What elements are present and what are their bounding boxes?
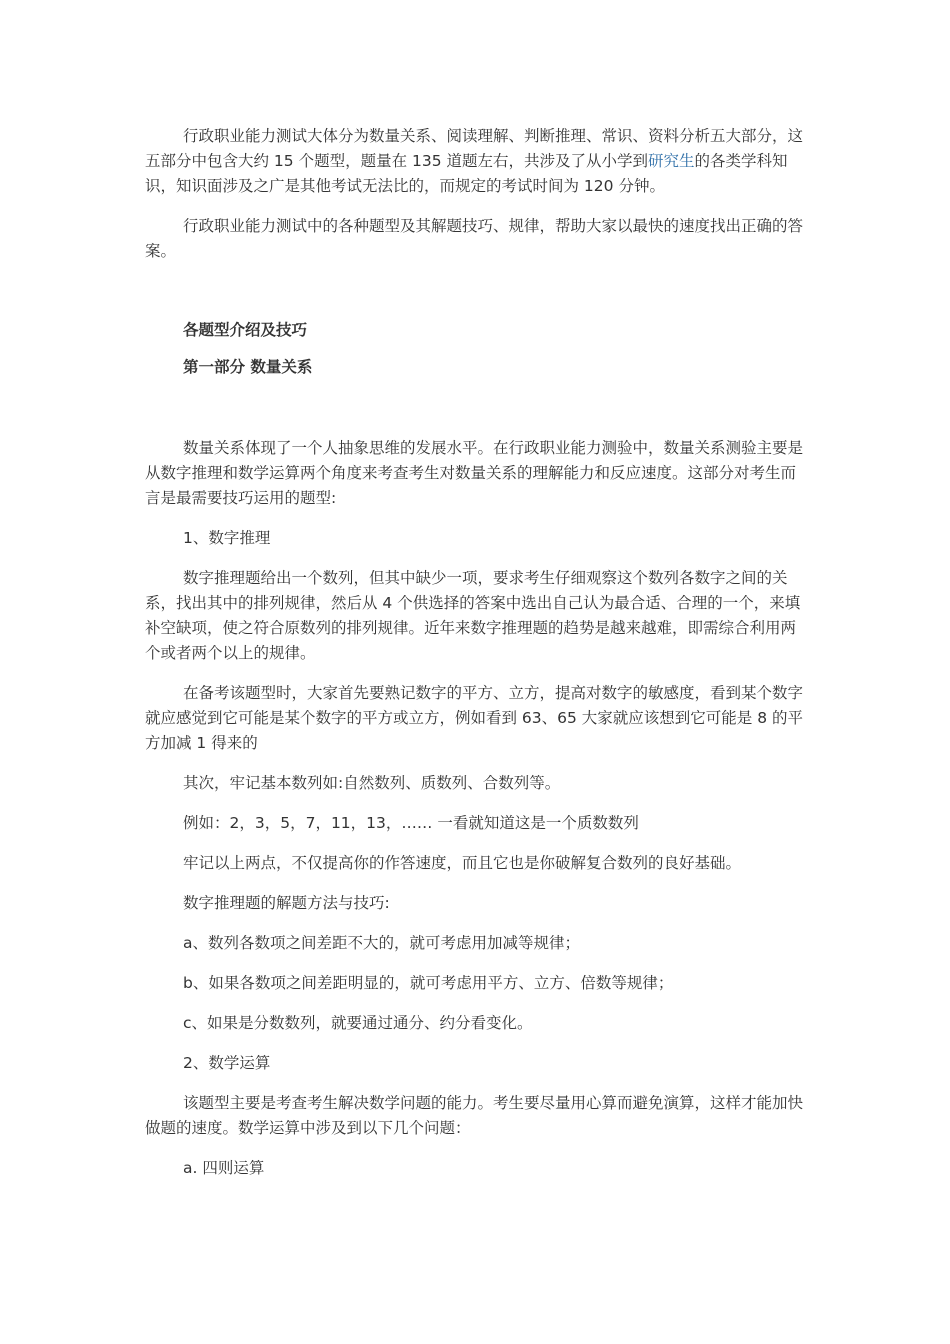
prime-example-paragraph: 例如：2，3，5，7，11，13，…… 一看就知道这是一个质数数列 (183, 814, 639, 832)
math-operations-description: 该题型主要是考查考生解决数学问题的能力。考生要尽量用心算而避免演算，这样才能加快做题的速度。数学运算中涉及到以下几个问题： (145, 1094, 804, 1137)
math-operations-title: 2、数学运算 (183, 1054, 271, 1072)
intro-paragraph-1 (145, 124, 809, 199)
tip-a: a、数列各数项之间差距不大的，就可考虑用加减等规律； (183, 934, 581, 952)
number-reasoning-title: 1、数字推理 (183, 529, 271, 547)
intro-text-before-link: 行政职业能力测试大体分为数量关系、阅读理解、判断推理、常识、资料分析五大部分，这五部分中包含大约 15 个题型，题量在 135 道题左右，共涉及了从小学到 (145, 127, 804, 170)
quantitative-intro-paragraph: 数量关系体现了一个人抽象思维的发展水平。在行政职业能力测验中，数量关系测验主要是从数字推理和数学运算两个角度来考查考生对数量关系的理解能力和反应速度。这部分对考生而言是最需要技巧运用的题型: (145, 439, 804, 507)
basic-sequences-paragraph: 其次，牢记基本数列如:自然数列、质数列、合数列等。 (183, 774, 561, 792)
section-title: 各题型介绍及技巧 (183, 321, 308, 339)
tip-c: c、如果是分数数列，就要通过通分、约分看变化。 (183, 1014, 533, 1032)
two-points-paragraph: 牢记以上两点，不仅提高你的作答速度，而且它也是你破解复合数列的良好基础。 (183, 854, 742, 872)
document-body (145, 124, 809, 1181)
tip-b: b、如果各数项之间差距明显的，就可考虑用平方、立方、倍数等规律； (183, 974, 674, 992)
number-reasoning-prep-paragraph: 在备考该题型时，大家首先要熟记数字的平方、立方，提高对数字的敏感度，看到某个数字就应感觉到它可能是某个数字的平方或立方，例如看到 63、65 大家就应该想到它可能是 8 的平方加减 1 得来的 (145, 684, 804, 752)
intro-text-after-link: 的各类学科知识，知识面涉及之广是其他考试无法比的，而规定的考试时间为 120 分钟。 (145, 152, 788, 195)
methods-heading-paragraph: 数字推理题的解题方法与技巧: (183, 894, 390, 912)
graduate-student-link[interactable]: 研究生 (648, 152, 695, 170)
part-one-heading: 第一部分 数量关系 (183, 358, 313, 376)
intro-paragraph-2: 行政职业能力测试中的各种题型及其解题技巧、规律，帮助大家以最快的速度找出正确的答案。 (145, 217, 804, 260)
number-reasoning-description: 数字推理题给出一个数列，但其中缺少一项，要求考生仔细观察这个数列各数字之间的关系，找出其中的排列规律，然后从 4 个供选择的答案中选出自己认为最合适、合理的一个，来填补空缺项，使之符合原数列的排列规律。近年来数字推理题的趋势是越来越难，即需综合利用两个或者两个以上的规律。 (145, 569, 801, 662)
four-operations-item: a. 四则运算 (183, 1159, 265, 1177)
